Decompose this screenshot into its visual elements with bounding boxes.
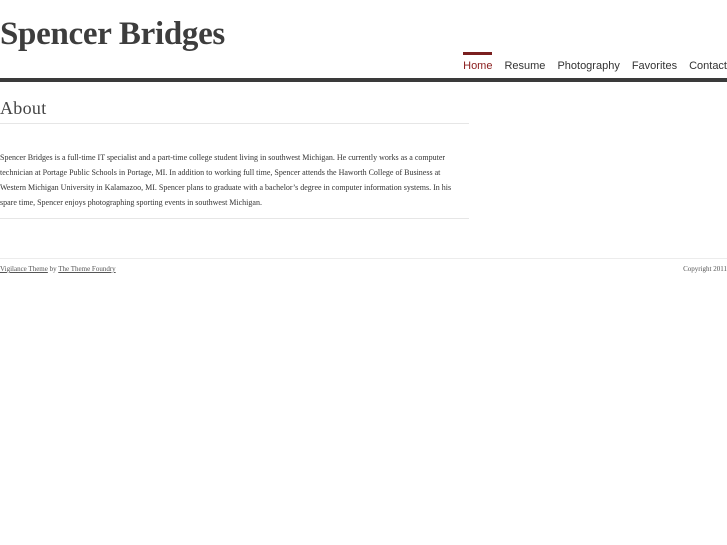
page-heading: About	[0, 98, 47, 118]
content-divider	[0, 218, 469, 219]
copyright-text: Copyright 2011	[683, 265, 727, 273]
theme-link[interactable]: Vigilance Theme	[0, 265, 48, 273]
nav-item-photography[interactable]: Photography	[557, 60, 620, 72]
main-nav	[451, 52, 727, 73]
footer-credits	[0, 265, 116, 273]
nav-item-resume[interactable]: Resume	[504, 60, 546, 72]
footer-by-text: by	[49, 265, 57, 273]
header-divider-bar	[0, 78, 727, 82]
nav-item-contact[interactable]: Contact	[689, 60, 727, 72]
theme-foundry-link[interactable]: The Theme Foundry	[58, 265, 116, 273]
nav-item-favorites[interactable]: Favorites	[631, 60, 678, 72]
about-paragraph: Spencer Bridges is a full-time IT specialist and a part-time college student living in southwest Michigan. He currently works as a computer technician at Portage Public Schools in Portage, MI. In addition to working full time, Spencer attends the Haworth College of Business at Western Michigan University in Kalamazoo, MI. Spencer plans to graduate with a bachelor’s degree in computer information systems. In his spare time, Spencer enjoys photographing sporting events in southwest Michigan.	[0, 153, 452, 207]
heading-divider	[0, 123, 469, 124]
nav-item-home[interactable]: Home	[463, 52, 492, 73]
site-title[interactable]: Spencer Bridges	[0, 16, 225, 52]
footer-divider	[0, 258, 727, 259]
